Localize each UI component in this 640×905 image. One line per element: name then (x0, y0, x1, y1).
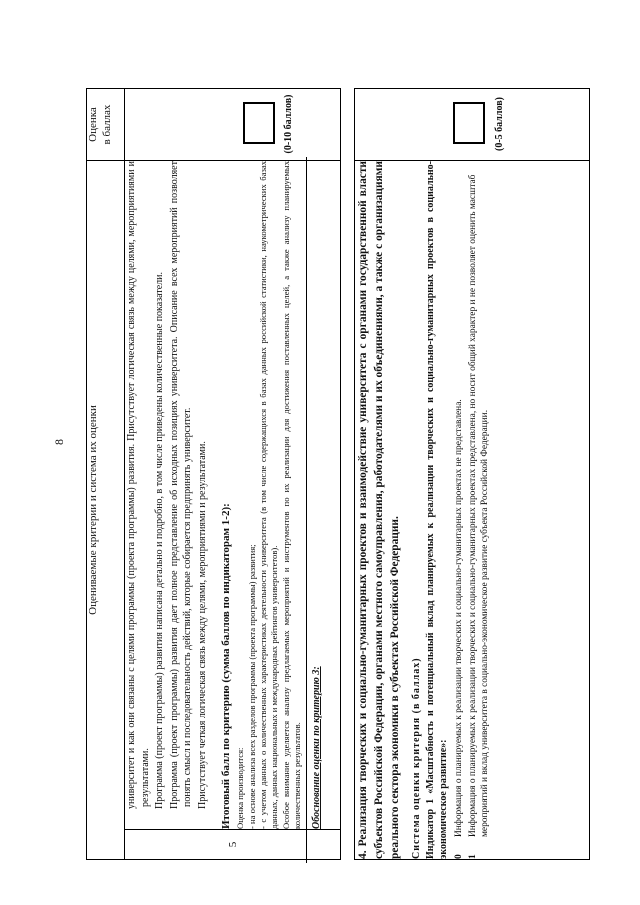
item-text: Информация о планируемых к реализации творческих и социально-гуманитарных проектах представлена, но носит общий характер и не позволяет оценить масштаб мероприятий и вклад университета в социально-экономическое развитие субъекта Российской Федерации. (467, 174, 491, 837)
total-desc-3: Особое внимание уделяется анализу предлагаемых мероприятий и инструментов по их реализации для достижения поставленных целей, а также анализу планируемых количественных результатов. (280, 161, 302, 829)
criterion4-title: 4. Реализация творческих и социально-гуманитарных проектов и взаимодействие университета с органами государственной власти субъектов Российской Федерации, органами местного самоуправления, работодателями и их объединениями, а также с организациями реального сектора экономики в субъектах Российской Федерации. (357, 161, 402, 859)
criterion4-score-cell (355, 89, 590, 161)
total-score-title: Итоговый балл по критерию (сумма баллов по индикаторам 1-2): (220, 503, 232, 829)
criteria-table (86, 88, 590, 860)
criteria-header: Оцениваемые критерии и система их оценки (87, 161, 125, 860)
row5-text-a: Программа (проект программы) развития написана детально и подробно, в том числе приведены количественные показатели. (154, 272, 165, 809)
list-item (453, 161, 465, 859)
criterion3-content (125, 161, 341, 830)
item-text: Информация о планируемых к реализации творческих и социально-гуманитарных проектах не представлена. (453, 399, 464, 837)
justification-label: Обоснование оценки по критерию 3: (306, 157, 324, 863)
score-input-box[interactable] (453, 102, 485, 144)
score-range: (0-10 баллов) (283, 94, 294, 154)
total-desc-1: - на основе анализа всех разделов программы (проекта программы) развития; (246, 544, 257, 829)
score-input-box[interactable] (243, 102, 275, 144)
row5-text-b: Программа (проект программы) развития дает полное представление об исходных позициях университета. Описание всех мероприятий позволяет понять смысл и последовательность действий, которые собирается предпринять университет. (168, 161, 193, 809)
total-desc-2: - с учетом данных о количественных характеристиках деятельности университета (в том числе содержащихся в базах данных российской статистики, наукометрических базах данных, данных национальных и международных рейтингов университетов). (258, 161, 280, 829)
score-range: (0-5 баллов) (494, 97, 505, 151)
list-item (467, 161, 491, 859)
score-header-line2: в баллах (100, 104, 113, 145)
gap-row (341, 89, 355, 860)
item-number: 0 (453, 854, 464, 859)
criterion4-content (355, 161, 590, 860)
page-number: 8 (52, 439, 66, 445)
item-number: 1 (467, 854, 478, 859)
score-header (87, 89, 125, 161)
system-label: Система оценки критерия (в баллах) (410, 657, 422, 859)
total-desc-0: Оценка производится: (234, 747, 245, 829)
criterion4-block (355, 89, 590, 860)
criterion3-score-cell (125, 89, 341, 161)
table-header-row (87, 89, 125, 860)
indicator-title: Индикатор 1 «Масштабность и потенциальный вклад планируемых к реализации творческих и социально-гуманитарных проектов в социально-экономическое развитие»: (424, 161, 450, 859)
row5-text-c: Присутствует четкая логическая связь между целями, мероприятиями и результатами. (196, 441, 208, 809)
criterion3-block (125, 89, 341, 860)
score-header-line1: Оценка (87, 107, 99, 142)
row-number: 5 (125, 830, 341, 860)
rotated-page-content (86, 88, 590, 860)
continuation-text: университет и как они связаны с целями программы (проекта программы) развития. Присутствует логическая связь между целями, мероприятиями и результатами. (126, 161, 151, 809)
